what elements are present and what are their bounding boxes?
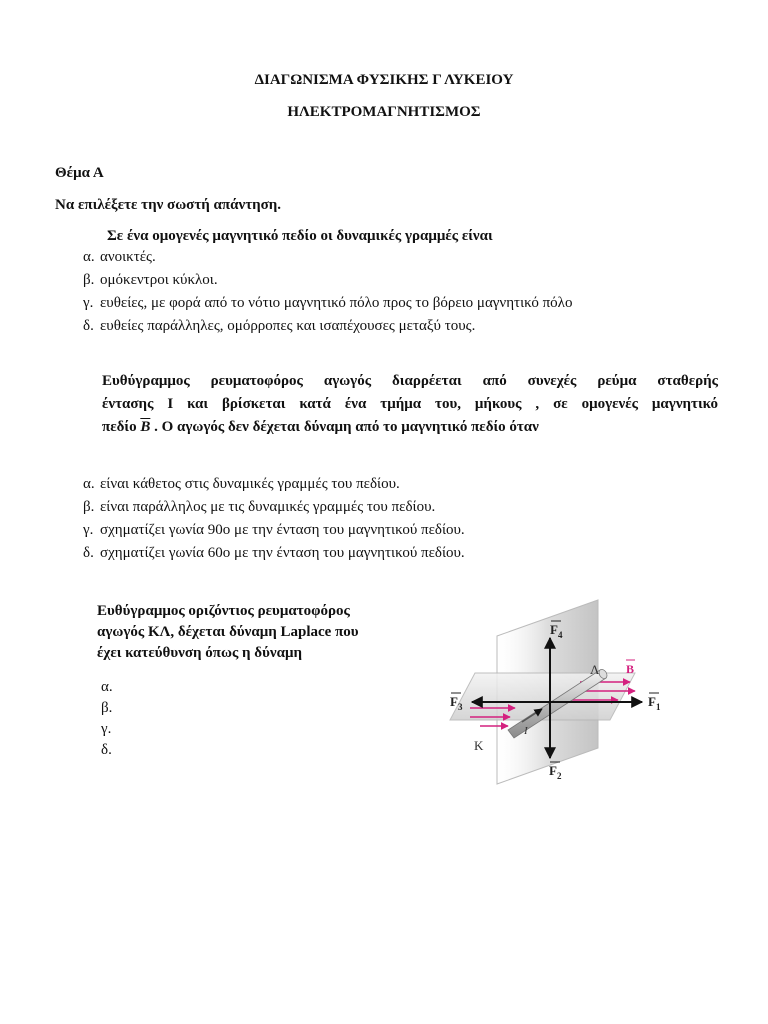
option-marker: β.: [83, 272, 95, 288]
q2-stem-line-3: [102, 416, 718, 439]
field-vector-symbol: $\overline{B}$: [140, 419, 151, 435]
option-text: είναι παράλληλος με τις δυναμικές γραμμές του πεδίου.: [100, 499, 436, 515]
option-text: ευθείες, με φορά από το νότιο μαγνητικό πόλο προς το βόρειο μαγνητικό πόλο: [100, 295, 573, 311]
q2-stem-line-3-pre: πεδίο: [102, 419, 141, 435]
q3-stem-line-3: έχει κατεύθυνση όπως η δύναμη: [97, 645, 302, 661]
svg-text:F: F: [549, 763, 557, 778]
label-f2: [549, 762, 562, 781]
q2-stem: [102, 370, 718, 439]
svg-text:B: B: [626, 662, 635, 676]
label-k: Κ: [474, 738, 484, 753]
option-text: είναι κάθετος στις δυναμικές γραμμές του πεδίου.: [100, 476, 400, 492]
q2-stem-line-1: Ευθύγραμμος ρευματοφόρος αγωγός διαρρέεται από συνεχές ρεύμα σταθερής: [102, 373, 718, 389]
q3-stem: [97, 601, 359, 664]
label-i: I: [524, 725, 528, 737]
q3-option-d: δ.: [101, 742, 112, 758]
q1-option-a: [83, 247, 156, 267]
q3-stem-line-1: Ευθύγραμμος οριζόντιος ρευματοφόρος: [97, 603, 350, 619]
option-text: σχηματίζει γωνία 60ο με την ένταση του μαγνητικού πεδίου.: [100, 545, 465, 561]
q2-option-d: [83, 543, 465, 563]
option-marker: α.: [83, 476, 95, 492]
laplace-force-diagram: [430, 598, 670, 790]
option-marker: α.: [83, 249, 95, 265]
document-subtitle: ΗΛΕΚΤΡΟΜΑΓΝΗΤΙΣΜΟΣ: [287, 104, 481, 120]
option-marker: γ.: [83, 295, 94, 311]
option-marker: δ.: [83, 545, 94, 561]
option-marker: δ.: [83, 318, 94, 334]
q1-option-c: [83, 293, 572, 313]
q3-stem-line-2: αγωγός ΚΛ, δέχεται δύναμη Laplace που: [97, 624, 359, 640]
svg-text:3: 3: [458, 702, 463, 712]
option-text: σχηματίζει γωνία 90ο με την ένταση του μαγνητικού πεδίου.: [100, 522, 465, 538]
option-text: ομόκεντροι κύκλοι.: [100, 272, 218, 288]
svg-text:F: F: [550, 622, 558, 637]
section-instruction: Να επιλέξετε την σωστή απάντηση.: [55, 197, 282, 213]
label-b: [626, 660, 635, 676]
q2-option-a: [83, 474, 400, 494]
option-text: ανοικτές.: [100, 249, 156, 265]
label-lambda: Λ: [590, 662, 600, 677]
option-marker: β.: [83, 499, 95, 515]
svg-text:4: 4: [558, 630, 563, 640]
q3-option-a: α.: [101, 679, 113, 695]
svg-text:1: 1: [656, 702, 661, 712]
q2-option-c: [83, 520, 465, 540]
option-text: ευθείες παράλληλες, ομόρροπες και ισαπέχουσες μεταξύ τους.: [100, 318, 476, 334]
q2-option-b: [83, 497, 435, 517]
svg-text:F: F: [648, 694, 656, 709]
q1-stem: Σε ένα ομογενές μαγνητικό πεδίο οι δυναμικές γραμμές είναι: [107, 228, 493, 244]
q3-option-c: γ.: [101, 721, 112, 737]
document-title: ΔΙΑΓΩΝΙΣΜΑ ΦΥΣΙΚΗΣ Γ ΛΥΚΕΙΟΥ: [254, 72, 514, 88]
svg-text:F: F: [450, 694, 458, 709]
q3-option-b: β.: [101, 700, 113, 716]
q2-stem-line-3-post: . Ο αγωγός δεν δέχεται δύναμη από το μαγνητικό πεδίο όταν: [150, 419, 539, 435]
section-title: Θέμα Α: [55, 165, 104, 181]
q2-stem-line-2: έντασης Ι και βρίσκεται κατά ένα τμήμα του, μήκους , σε ομογενές μαγνητικό: [102, 396, 718, 412]
option-marker: γ.: [83, 522, 94, 538]
svg-text:2: 2: [557, 771, 562, 781]
q1-option-d: [83, 316, 475, 336]
label-f1: [648, 693, 661, 712]
q1-option-b: [83, 270, 218, 290]
